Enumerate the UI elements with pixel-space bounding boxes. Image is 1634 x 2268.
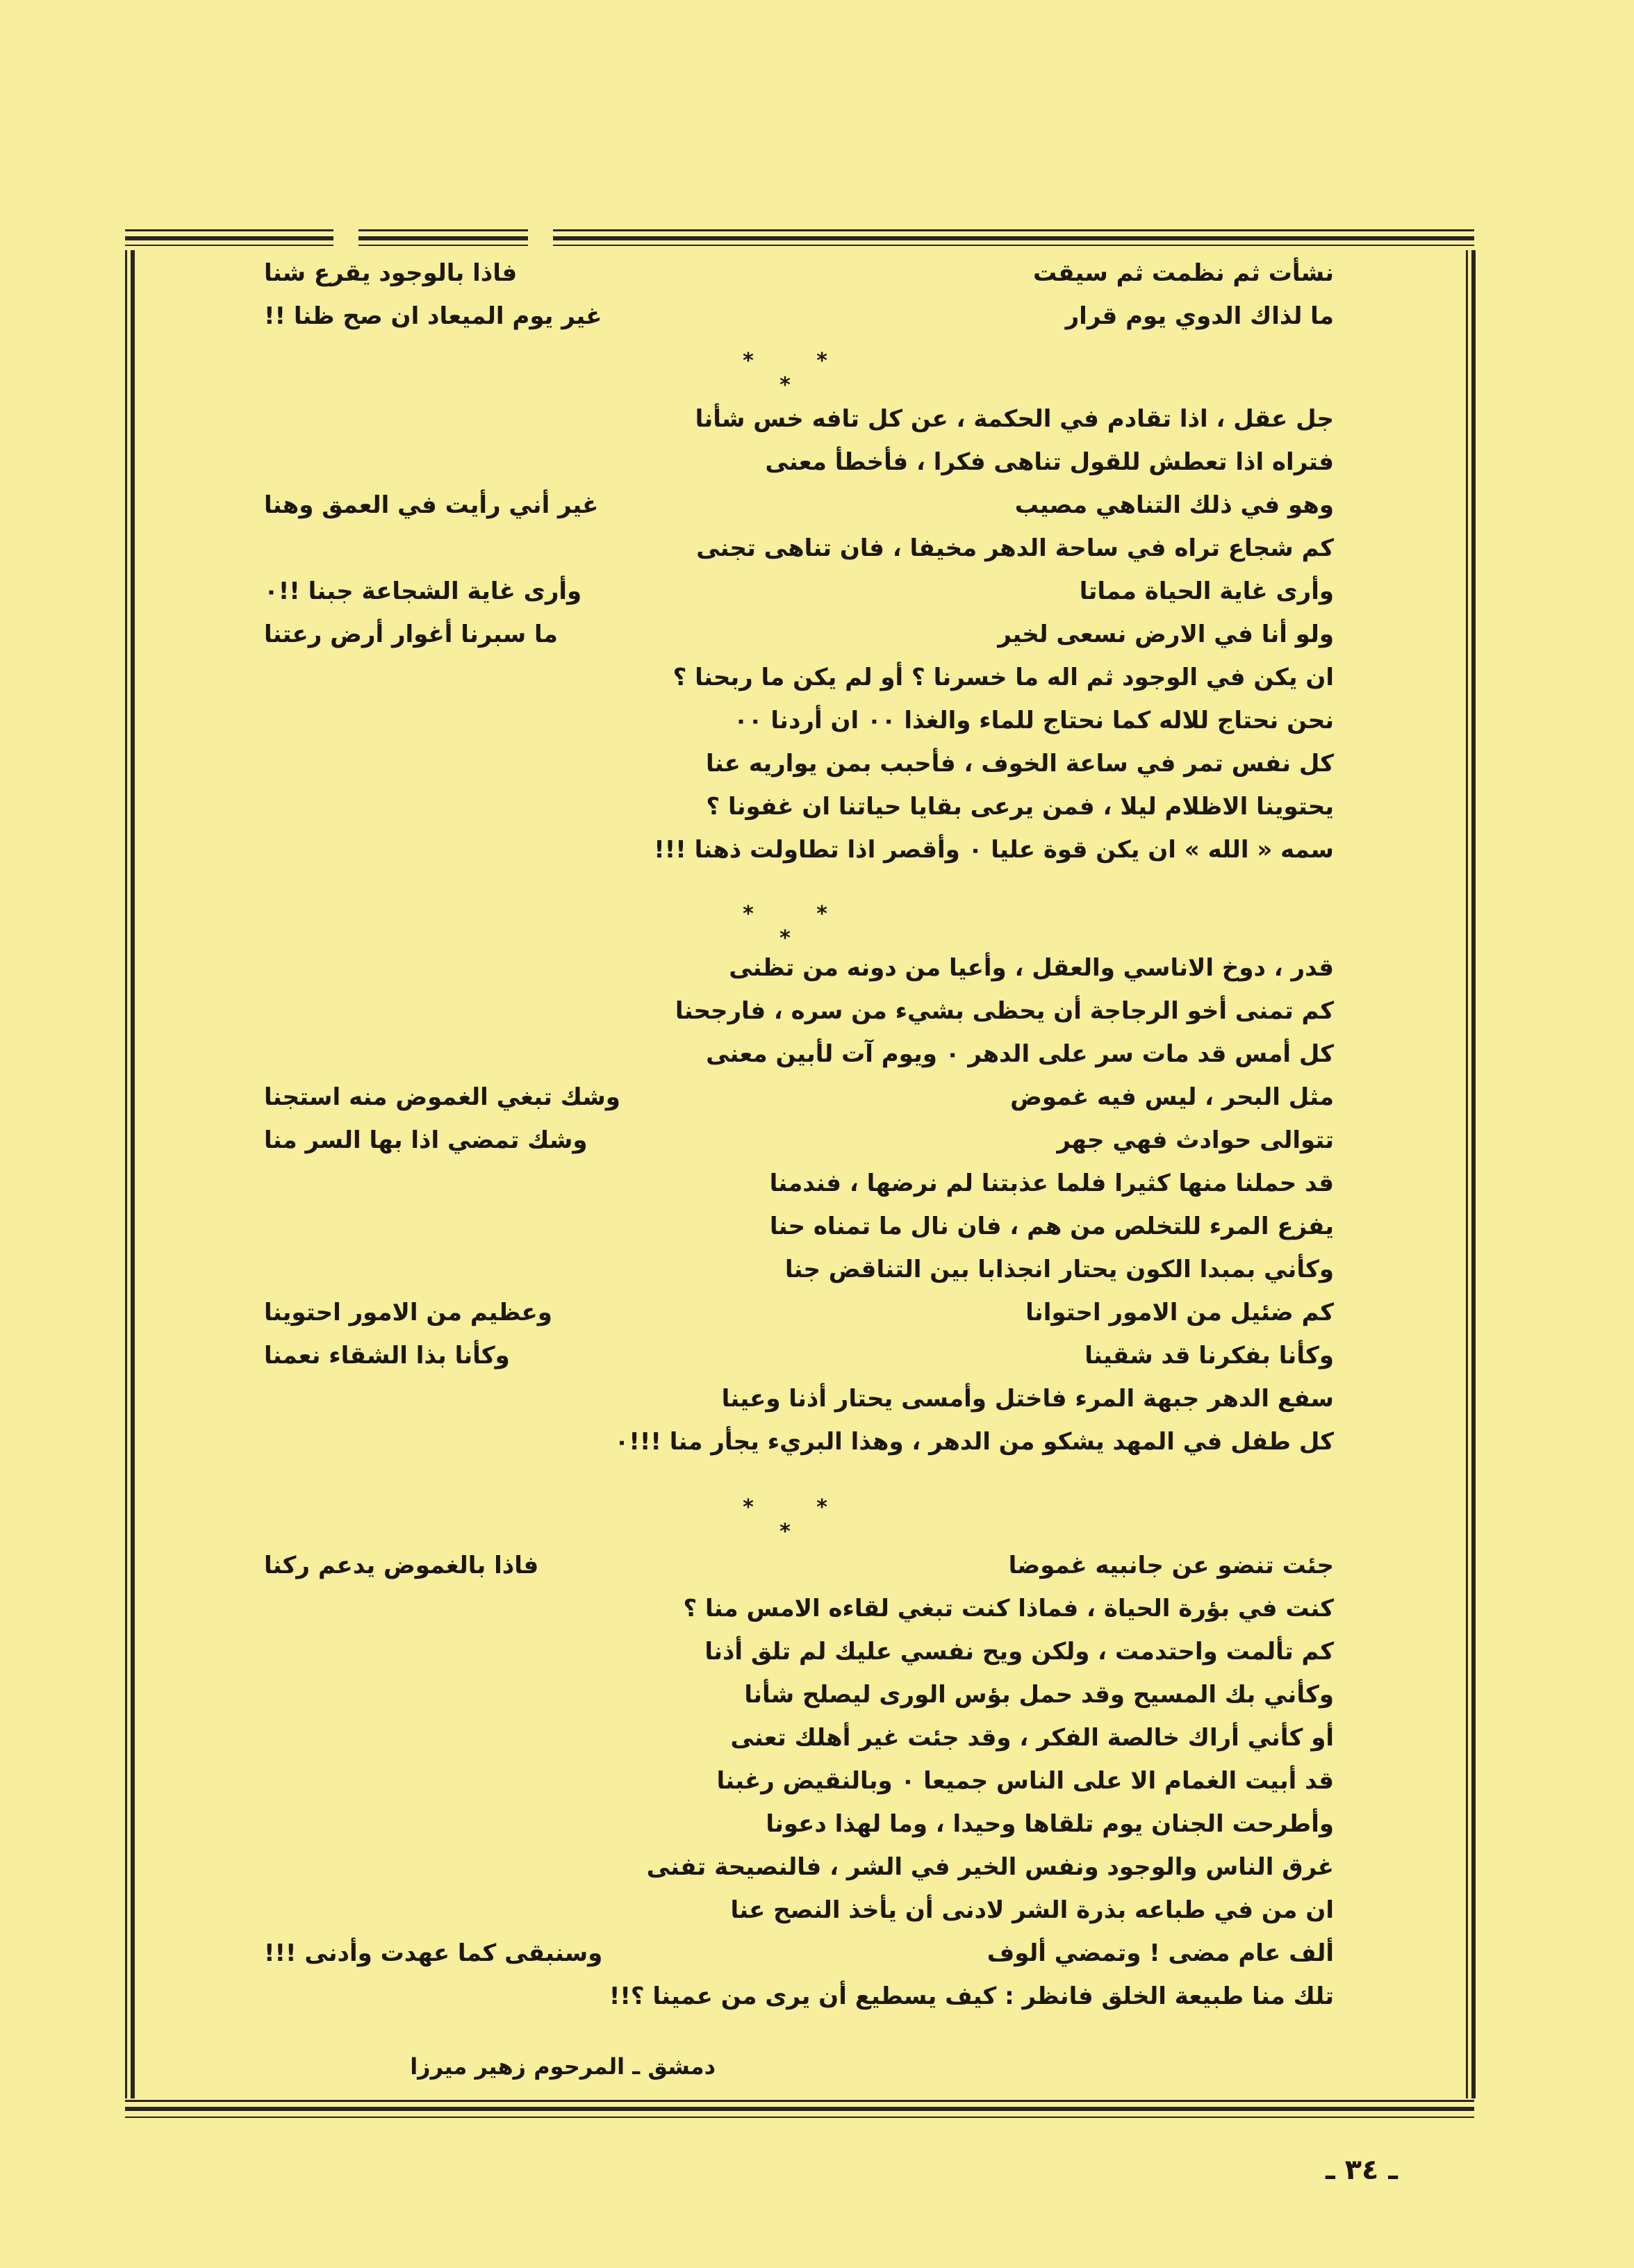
poem-line	[264, 656, 1334, 699]
second-hemistich: وكأنا بذا الشقاء نعمنا	[264, 1342, 510, 1370]
first-hemistich: وكأنا بفكرنا قد شقينا	[1084, 1342, 1334, 1370]
poem-line	[264, 1630, 1334, 1673]
poem-line	[264, 828, 1334, 871]
first-hemistich: كنت في بؤرة الحياة ، فماذا كنت تبغي لقاءه الامس منا ؟	[683, 1595, 1334, 1622]
first-hemistich: أو كأني أراك خالصة الفكر ، وقد جئت غير أهلك تعنى	[730, 1724, 1334, 1752]
first-hemistich: ان من في طباعه بذرة الشر لادنى أن يأخذ النصح عنا	[730, 1896, 1334, 1924]
second-hemistich: غير يوم الميعاد ان صح ظنا !!	[264, 302, 602, 330]
poem-line	[264, 1673, 1334, 1716]
first-hemistich: ولو أنا في الارض نسعى لخير	[998, 621, 1334, 648]
second-hemistich: فاذا بالغموض يدعم ركنا	[264, 1552, 539, 1579]
top-border-rule	[125, 229, 1474, 231]
first-hemistich: كل نفس تمر في ساعة الخوف ، فأحبب بمن يواريه عنا	[706, 750, 1334, 778]
poem-line	[264, 484, 1334, 527]
left-border-rule	[125, 250, 127, 2098]
poem-line	[264, 946, 1334, 989]
stanza-separator: * * *	[743, 349, 855, 397]
second-hemistich: ما سبرنا أغوار أرض رعتنا	[264, 621, 558, 648]
poem-line	[264, 1759, 1334, 1802]
first-hemistich: وأرى غاية الحياة مماتا	[1079, 577, 1334, 605]
right-border-rule	[1466, 250, 1468, 2098]
poem-line	[264, 1119, 1334, 1162]
top-border-rule-thick	[125, 236, 1474, 240]
second-hemistich: وسنبقى كما عهدت وأدنى !!!	[264, 1939, 603, 1967]
left-border-rule-thick	[131, 250, 135, 2098]
bottom-border-rule-thin	[125, 2117, 1474, 2118]
poem-stanza	[264, 397, 1334, 871]
first-hemistich: كل طفل في المهد يشكو من الدهر ، وهذا البريء يجأر منا !!!٠	[614, 1428, 1334, 1456]
first-hemistich: نحن نحتاج للاله كما نحتاج للماء والغذا ٠٠ ان أردنا ٠٠	[734, 707, 1334, 734]
poem-line	[264, 1716, 1334, 1759]
poem-stanza	[264, 252, 1334, 338]
second-hemistich: فاذا بالوجود يقرع شنا	[264, 259, 518, 287]
first-hemistich: كم تمنى أخو الرجاجة أن يحظى بشيء من سره ، فارجحنا	[675, 997, 1334, 1025]
first-hemistich: قد أبيت الغمام الا على الناس جميعا ٠ وبالنقيض رغبنا	[716, 1767, 1334, 1795]
poem-line	[264, 989, 1334, 1033]
poem-line	[264, 252, 1334, 295]
second-hemistich: وعظيم من الامور احتوينا	[264, 1299, 552, 1326]
first-hemistich: وأطرحت الجنان يوم تلقاها وحيدا ، وما لهذا دعونا	[766, 1810, 1334, 1838]
first-hemistich: كم شجاع تراه في ساحة الدهر مخيفا ، فان تناهى تجنى	[696, 534, 1334, 562]
poem-line	[264, 1889, 1334, 1932]
first-hemistich: وكأني بك المسيح وقد حمل بؤس الورى ليصلح شأنا	[744, 1681, 1334, 1709]
poem-line	[264, 1932, 1334, 1975]
first-hemistich: يفزع المرء للتخلص من هم ، فان نال ما تمناه حنا	[769, 1213, 1334, 1240]
first-hemistich: قدر ، دوخ الاناسي والعقل ، وأعيا من دونه من تظنى	[729, 954, 1334, 982]
first-hemistich: مثل البحر ، ليس فيه غموض	[1010, 1083, 1334, 1111]
poem-line	[264, 742, 1334, 785]
right-border-rule-thick	[1471, 250, 1476, 2098]
poem-line	[264, 1846, 1334, 1889]
second-hemistich: وأرى غاية الشجاعة جبنا !!٠	[264, 577, 582, 605]
poem-line	[264, 1162, 1334, 1205]
poem-line	[264, 1802, 1334, 1846]
stanza-separator: * * *	[743, 902, 855, 951]
bottom-border-rule-thick	[125, 2107, 1474, 2111]
poem-line	[264, 1975, 1334, 2018]
page-number: ـ ٣٤ ـ	[1325, 2154, 1398, 2186]
first-hemistich: جئت تنضو عن جانبيه غموضا	[1008, 1552, 1334, 1579]
first-hemistich: يحتوينا الاظلام ليلا ، فمن يرعى بقايا حياتنا ان غفونا ؟	[706, 793, 1334, 821]
poem-line	[264, 1248, 1334, 1291]
first-hemistich: وهو في ذلك التناهي مصيب	[1014, 491, 1334, 519]
poem-line	[264, 1587, 1334, 1630]
poem-line	[264, 1205, 1334, 1248]
first-hemistich: كم تألمت واحتدمت ، ولكن ويح نفسي عليك لم تلق أذنا	[704, 1638, 1334, 1666]
top-border-rule-thin	[125, 245, 1474, 246]
first-hemistich: سفع الدهر جبهة المرء فاختل وأمسى يحتار أذنا وعينا	[721, 1385, 1334, 1413]
poem-line	[264, 613, 1334, 656]
first-hemistich: نشأت ثم نظمت ثم سيقت	[1033, 259, 1334, 287]
poem-stanza	[264, 946, 1334, 1463]
poem-line	[264, 1291, 1334, 1334]
bottom-border-rule	[125, 2100, 1474, 2102]
first-hemistich: تتوالى حوادث فهي جهر	[1057, 1126, 1334, 1154]
first-hemistich: سمه « الله » ان يكن قوة عليا ٠ وأقصر اذا تطاولت ذهنا !!!	[654, 836, 1334, 864]
poem-line	[264, 1544, 1334, 1587]
poem-line	[264, 1033, 1334, 1076]
border-gap	[528, 227, 553, 247]
first-hemistich: وكأني بمبدا الكون يحتار انجذابا بين التناقض جنا	[784, 1256, 1334, 1283]
first-hemistich: كل أمس قد مات سر على الدهر ٠ ويوم آت لأبين معنى	[706, 1040, 1334, 1068]
poem-line	[264, 785, 1334, 828]
border-gap	[333, 227, 358, 247]
poem-line	[264, 441, 1334, 484]
poem-line	[264, 527, 1334, 570]
poem-line	[264, 1076, 1334, 1119]
first-hemistich: ألف عام مضى ! وتمضي ألوف	[987, 1939, 1334, 1967]
second-hemistich: وشك تبغي الغموض منه استجنا	[264, 1083, 620, 1111]
first-hemistich: كم ضئيل من الامور احتوانا	[1025, 1299, 1334, 1326]
first-hemistich: ان يكن في الوجود ثم اله ما خسرنا ؟ أو لم يكن ما ربحنا ؟	[672, 664, 1334, 691]
second-hemistich: وشك تمضي اذا بها السر منا	[264, 1126, 588, 1154]
poem-line	[264, 570, 1334, 613]
author-signature: دمشق ـ المرحوم زهير ميرزا	[410, 2053, 716, 2080]
first-hemistich: فتراه اذا تعطش للقول تناهى فكرا ، فأخطأ معنى	[765, 448, 1334, 476]
first-hemistich: غرق الناس والوجود ونفس الخير في الشر ، فالنصيحة تفنى	[646, 1853, 1334, 1881]
first-hemistich: ما لذاك الدوي يوم قرار	[1065, 302, 1334, 330]
first-hemistich: تلك منا طبيعة الخلق فانظر : كيف يسطيع أن يرى من عمينا ؟!!	[609, 1982, 1334, 2010]
poem-line	[264, 295, 1334, 338]
first-hemistich: جل عقل ، اذا تقادم في الحكمة ، عن كل تافه خس شأنا	[695, 405, 1334, 433]
poem-line	[264, 397, 1334, 441]
poem-line	[264, 1377, 1334, 1420]
poem-stanza	[264, 1544, 1334, 2018]
poem-line	[264, 1420, 1334, 1463]
first-hemistich: قد حملنا منها كثيرا فلما عذبتنا لم نرضها ، فندمنا	[769, 1169, 1334, 1197]
stanza-separator: * * *	[743, 1495, 855, 1544]
poem-line	[264, 1334, 1334, 1377]
poem-line	[264, 699, 1334, 742]
second-hemistich: غير أني رأيت في العمق وهنا	[264, 491, 599, 519]
